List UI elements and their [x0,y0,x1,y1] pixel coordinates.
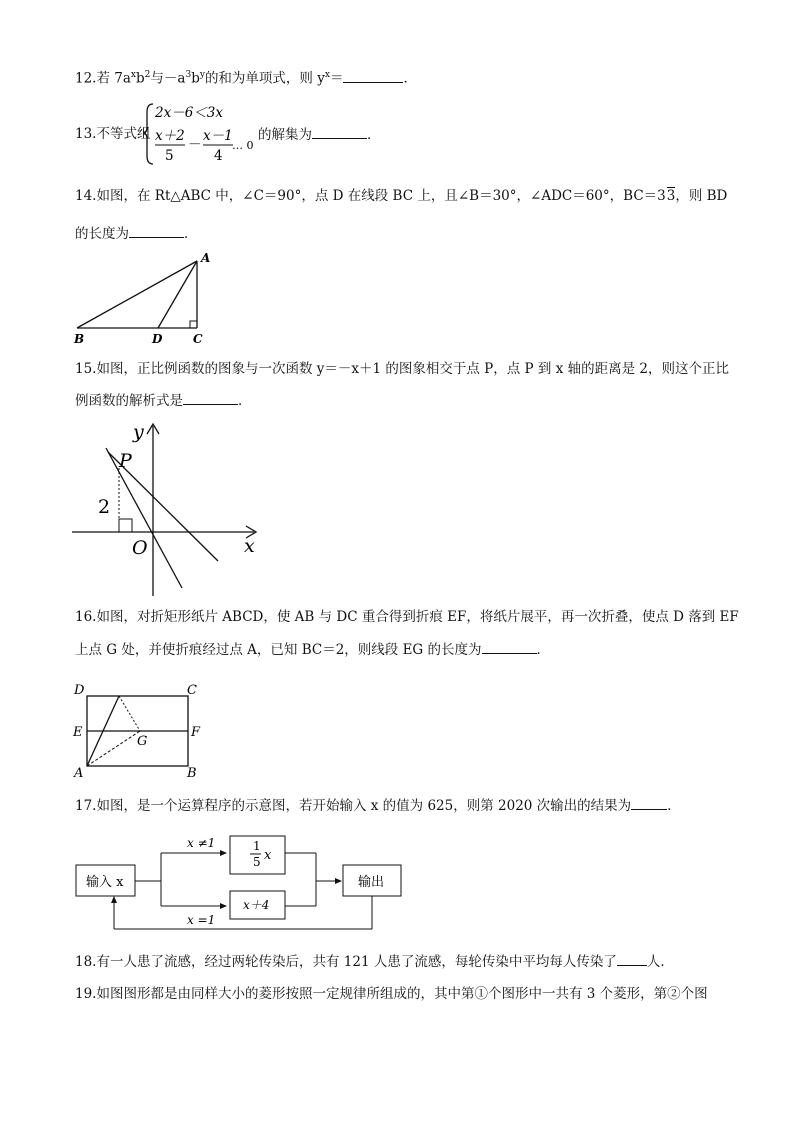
fraction-2-denominator: 4 [214,148,223,164]
line-proportional [106,448,182,588]
label-C: C [187,683,197,698]
fraction-numerator: 1 [253,839,261,853]
label-B: B [187,766,197,780]
fraction-2-numerator: x－1 [203,128,233,144]
fraction-variable: x [264,848,272,863]
arrowhead [335,878,342,884]
add-expression: x＋4 [243,898,270,912]
left-brace [143,104,153,164]
function-graph [70,418,270,600]
fraction-1-numerator: x＋2 [155,128,185,144]
label-B: B [74,332,85,346]
condition-eq-1: x =1 [187,913,216,927]
dotted-segment-to-G [119,696,140,731]
question-16-line-1: 16.如图，对折矩形纸片 ABCD，使 AB 与 DC 重合得到折痕 EF，将纸片展平，再一次折叠，使点 D 落到 EF [75,609,739,625]
question-18: 18.有一人患了流感，经过两轮传染后，共有 121 人患了流感，每轮传染中平均每人传染了 人． [75,951,674,972]
answer-blank[interactable] [482,639,537,654]
minus-sign: － [188,137,202,153]
relation-sign: … 0 [232,139,254,152]
output-label: 输出 [358,875,385,890]
label-F: F [191,725,201,740]
inequality-1: 2x－6＜3x [155,105,223,121]
rectangle-fold-figure [70,680,220,780]
input-label: 输入 x [86,875,124,890]
label-D: D [74,683,85,698]
arrowhead [111,896,117,903]
segment-DA [158,261,197,328]
label-C: C [193,332,203,346]
label-x: x [244,535,255,557]
label-G: G [137,734,148,749]
flowchart [72,828,412,936]
label-D: D [152,332,163,346]
question-19: 19.如图图形都是由同样大小的菱形按照一定规律所组成的，其中第①个图形中一共有 3 个菱形，第②个图 [75,986,708,1002]
question-14-line-1: 14.如图，在 Rt△ABC 中，∠C＝90°，点 D 在线段 BC 上，且∠B＝30°，∠ADC＝60°，BC＝33，则 BD [75,188,728,204]
question-14-line-2: 的长度为 ． [75,223,198,244]
arrowhead [220,903,227,909]
answer-blank[interactable] [343,68,403,83]
label-P: P [119,450,132,472]
label-distance-2: 2 [98,496,111,518]
question-15-line-1: 15.如图，正比例函数的图象与一次函数 y＝－x＋1 的图象相交于点 P，点 P 到 x 轴的距离是 2，则这个正比 [75,361,730,377]
question-15-line-2: 例函数的解析式是 ． [75,390,252,411]
inequality-system [143,100,263,166]
answer-blank[interactable] [312,124,367,139]
label-A: A [74,766,84,780]
answer-blank[interactable] [183,390,238,405]
sqrt-radicand: 3 [666,188,676,204]
segment-BA [77,261,197,328]
label-y: y [133,421,144,443]
question-12: 12.若 $7a^xb^2$与$-a^3b^y$的和为单项式，则 $y^x=$ ． [75,65,417,89]
right-angle-mark [119,519,132,532]
question-17: 17.如图，是一个运算程序的示意图，若开始输入 x 的值为 625，则第 2020 次输出的结果为 ． [75,795,681,816]
triangle-figure [70,248,220,348]
label-E: E [73,725,83,740]
right-angle-mark [190,321,197,328]
fraction-denominator: 5 [253,855,261,869]
fraction-1-denominator: 5 [165,148,174,164]
answer-blank[interactable] [617,951,647,966]
question-16-line-2: 上点 G 处，并使折痕经过点 A，已知 BC＝2，则线段 EG 的长度为 ． [75,639,550,660]
label-A: A [201,251,211,265]
answer-blank[interactable] [129,223,184,238]
answer-blank[interactable] [631,795,667,810]
condition-not-1: x ≠1 [187,836,216,850]
arrowhead [220,850,227,856]
label-O: O [132,537,148,559]
